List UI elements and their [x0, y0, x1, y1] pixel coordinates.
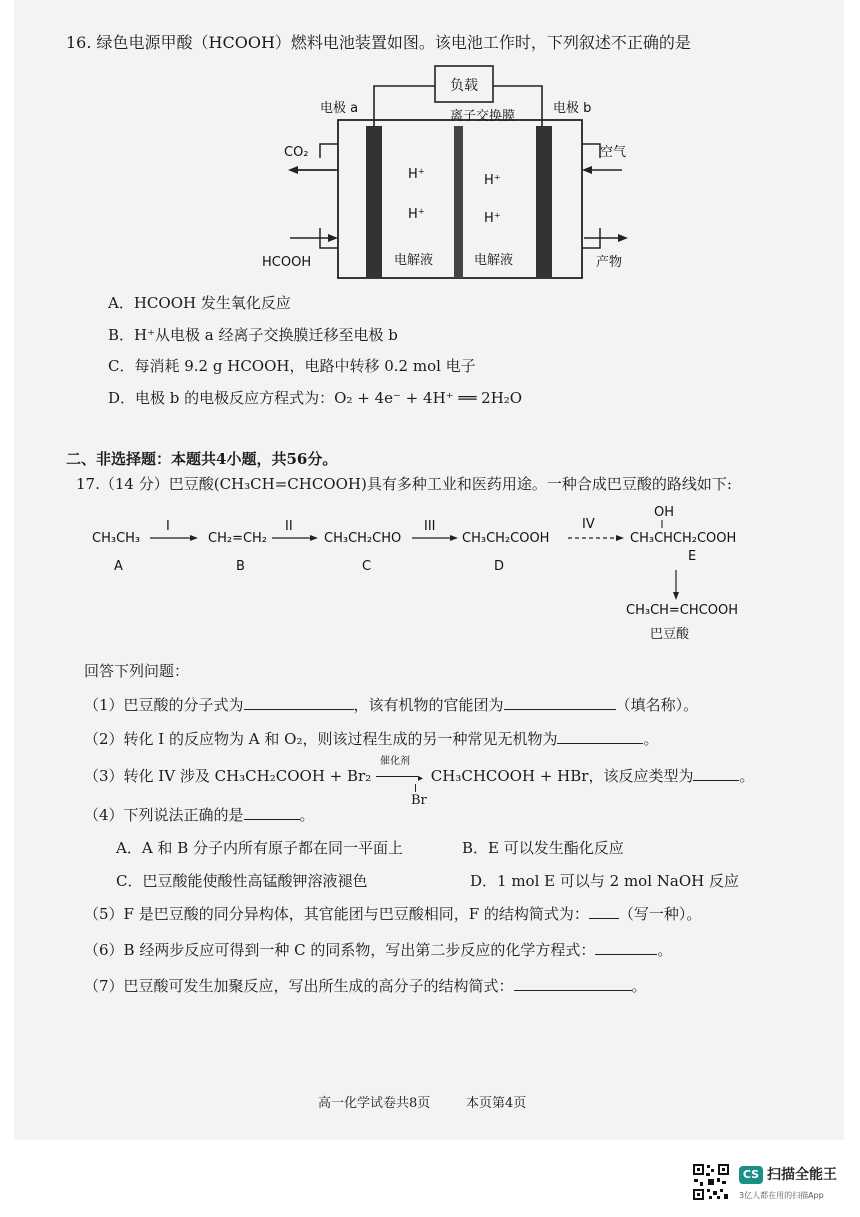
h-plus-2: H⁺ [408, 207, 425, 222]
q17-part4-option-a: A．A 和 B 分子内所有原子都在同一平面上 [116, 839, 403, 857]
q16-option-a: A．HCOOH 发生氧化反应 [108, 294, 291, 312]
electrolyte-left: 电解液 [394, 253, 434, 268]
fuel-cell-diagram [262, 58, 650, 288]
electrolyte-right: 电解液 [474, 253, 514, 268]
q17-part2: （2）转化 I 的反应物为 A 和 O₂，则该过程生成的另一种常见无机物为 。 [84, 730, 659, 748]
bromine-substituent: Br [411, 793, 427, 808]
catalyst-label: 催化剂 [380, 756, 410, 767]
compound-d: CH₃CH₂COOH [462, 531, 550, 546]
co2-label: CO₂ [284, 145, 309, 160]
label-crotonic: 巴豆酸 [650, 627, 690, 642]
h-plus-4: H⁺ [484, 211, 501, 226]
compound-crotonic: CH₃CH=CHCOOH [626, 603, 738, 618]
q17-intro: 回答下列问题： [84, 662, 190, 680]
q17-part4-option-b: B．E 可以发生酯化反应 [462, 839, 624, 857]
scanner-tagline: 3亿人都在用的扫描App [739, 1191, 824, 1200]
compound-c: CH₃CH₂CHO [324, 531, 402, 546]
electrode-a [366, 126, 382, 278]
q17-part1: （1）巴豆酸的分子式为 ，该有机物的官能团为 （填名称）。 [84, 696, 699, 714]
label-c: C [362, 559, 372, 574]
step-4: IV [582, 517, 595, 532]
label-b: B [236, 559, 245, 574]
h-plus-1: H⁺ [408, 167, 425, 182]
membrane-label: 离子交换膜 [450, 109, 516, 124]
q17-part5: （5）F 是巴豆酸的同分异构体，其官能团与巴豆酸相同，F 的结构简式为： （写一种）。 [84, 905, 702, 923]
cs-logo: CS [739, 1166, 763, 1184]
scanner-brand: 扫描全能王 [767, 1167, 837, 1183]
q17-part4: （4）下列说法正确的是 。 [84, 806, 315, 824]
compound-e: CH₃CHCH₂COOH [630, 531, 737, 546]
ion-exchange-membrane [454, 126, 463, 278]
label-e: E [688, 549, 697, 564]
q16-stem: 16. 绿色电源甲酸（HCOOH）燃料电池装置如图。该电池工作时，下列叙述不正确的是 [66, 33, 691, 52]
q17-part3: （3）转化 IV 涉及 CH₃CH₂COOH + Br₂ 催化剂 ▸ CH₃CHCOOH + HBr，该反应类型为 。 Br [84, 766, 754, 802]
load-label: 负载 [450, 78, 478, 94]
hcooh-label: HCOOH [262, 255, 312, 270]
electrode-b [536, 126, 552, 278]
step-1: I [166, 519, 170, 534]
compound-e-oh: OH [654, 505, 675, 520]
electrode-a-label: 电极 a [320, 101, 359, 116]
qr-code-icon [692, 1163, 730, 1201]
q17-part6: （6）B 经两步反应可得到一种 C 的同系物，写出第二步反应的化学方程式： 。 [84, 941, 673, 959]
section-heading: 二、非选择题：本题共4小题，共56分。 [66, 450, 338, 468]
step-3: III [424, 519, 436, 534]
synthesis-route [80, 498, 760, 648]
label-d: D [494, 559, 505, 574]
footer-page-number: 本页第4页 [466, 1096, 527, 1111]
electrode-b-label: 电极 b [553, 101, 592, 116]
h-plus-3: H⁺ [484, 173, 501, 188]
compound-a: CH₃CH₃ [92, 531, 141, 546]
q17-stem: 17.（14 分）巴豆酸(CH₃CH=CHCOOH)具有多种工业和医药用途。一种合成巴豆酸的路线如下: [76, 475, 732, 493]
q17-part4-option-c: C．巴豆酸能使酸性高锰酸钾溶液褪色 [116, 872, 368, 890]
q16-option-d: D．电极 b 的电极反应方程式为：O₂ + 4e⁻ + 4H⁺ ══ 2H₂O [108, 389, 523, 407]
footer-total-pages: 高一化学试卷共8页 [318, 1096, 431, 1111]
label-a: A [114, 559, 123, 574]
step-2: II [285, 519, 293, 534]
air-label: 空气 [600, 145, 627, 160]
q17-part4-option-d: D．1 mol E 可以与 2 mol NaOH 反应 [470, 872, 739, 890]
q17-part7: （7）巴豆酸可发生加聚反应，写出所生成的高分子的结构简式： 。 [84, 977, 647, 995]
product-label: 产物 [596, 255, 623, 270]
q16-option-b: B．H⁺从电极 a 经离子交换膜迁移至电极 b [108, 326, 398, 344]
compound-b: CH₂=CH₂ [208, 531, 268, 546]
q16-option-c: C．每消耗 9.2 g HCOOH，电路中转移 0.2 mol 电子 [108, 357, 476, 375]
